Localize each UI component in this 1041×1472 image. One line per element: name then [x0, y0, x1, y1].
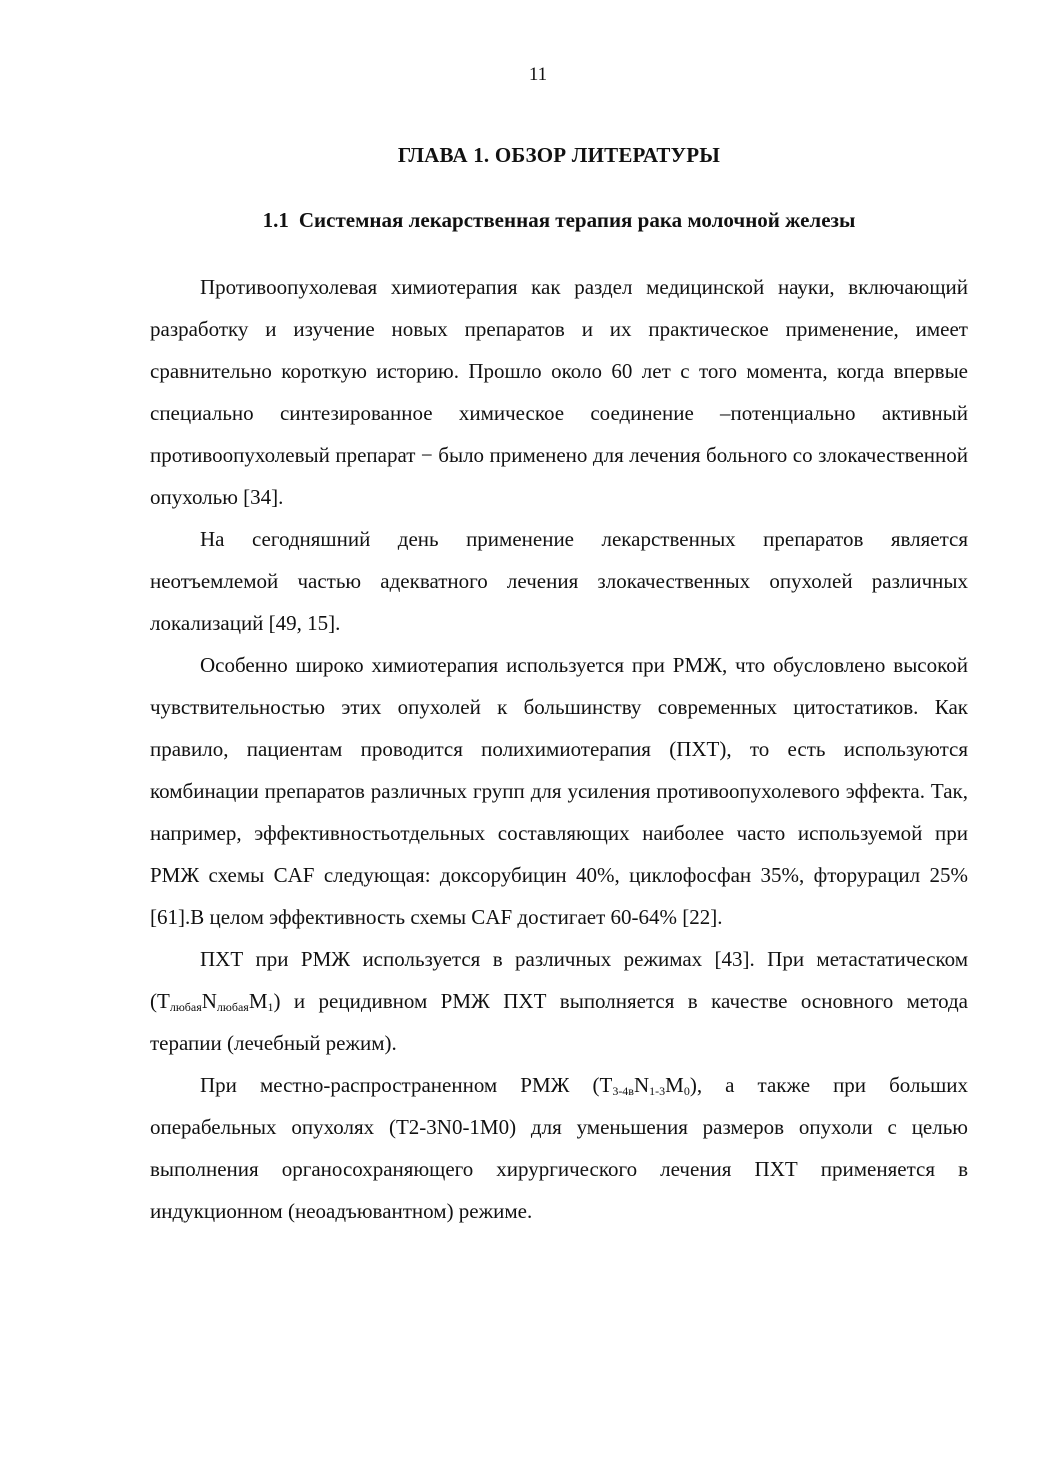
chapter-title: ГЛАВА 1. ОБЗОР ЛИТЕРАТУРЫ: [397, 143, 721, 167]
section-heading: [150, 208, 968, 233]
subscript: 0: [683, 1084, 690, 1098]
subscript: 3-4в: [612, 1084, 634, 1098]
subscript: 1-3: [649, 1084, 666, 1098]
paragraph-text: M: [665, 1073, 684, 1097]
paragraph: Особенно широко химиотерапия используется при РМЖ, что обусловлено высокой чувствительностью этих опухолей к большинству современных цитостатиков. Как правило, пациентам проводится полихимиотерапия (ПХТ), то есть используются комбинации препаратов различных групп для усиления противоопухолевого эффекта. Так, например, эффективностьотдельных составляющих наиболее часто используемой при РМЖ схемы CAF следующая: доксорубицин 40%, циклофосфан 35%, фторурацил 25% [61].В целом эффективность схемы CAF достигает 60-64% [22].: [150, 653, 968, 929]
paragraph-text: При местно-распространенном РМЖ (T: [200, 1073, 613, 1097]
paragraph-text: M: [248, 989, 268, 1013]
paragraph-text: N: [201, 989, 217, 1013]
paragraph: [150, 1064, 968, 1232]
page-number: 11: [528, 64, 548, 85]
section-number: 1.1: [262, 208, 289, 232]
paragraph: На сегодняшний день применение лекарственных препаратов является неотъемлемой частью адекватного лечения злокачественных опухолей различных локализаций [49, 15].: [150, 527, 968, 635]
paragraph-text: ) и рецидивном РМЖ ПХТ выполняется в качестве основного метода терапии (лечебный режим).: [150, 989, 968, 1055]
subscript: любая: [216, 1000, 249, 1014]
paragraph-text: N: [633, 1073, 650, 1097]
subscript: 1: [267, 1000, 274, 1014]
paragraph-text: ), а также при больших операбельных опухолях (T2-3N0-1M0) для уменьшения размеров опухоли с целью выполнения органосохраняющего хирургического лечения ПХТ применяется в индукционном (неоадъювантном) режиме.: [150, 1073, 968, 1223]
paragraph: [150, 938, 968, 1064]
subscript: любая: [169, 1000, 202, 1014]
paragraph: Противоопухолевая химиотерапия как раздел медицинской науки, включающий разработку и изучение новых препаратов и их практическое применение, имеет сравнительно короткую историю. Прошло около 60 лет с того момента, когда впервые специально синтезированное химическое соединение –потенциально активный противоопухолевый препарат − было применено для лечения больного со злокачественной опухолью [34].: [150, 275, 968, 509]
paragraph-text: ПХТ при РМЖ используется в различных режимах [43]. При метастатическом (T: [150, 947, 968, 1013]
section-title: Системная лекарственная терапия рака молочной железы: [298, 208, 856, 232]
body-text: [150, 266, 968, 1232]
